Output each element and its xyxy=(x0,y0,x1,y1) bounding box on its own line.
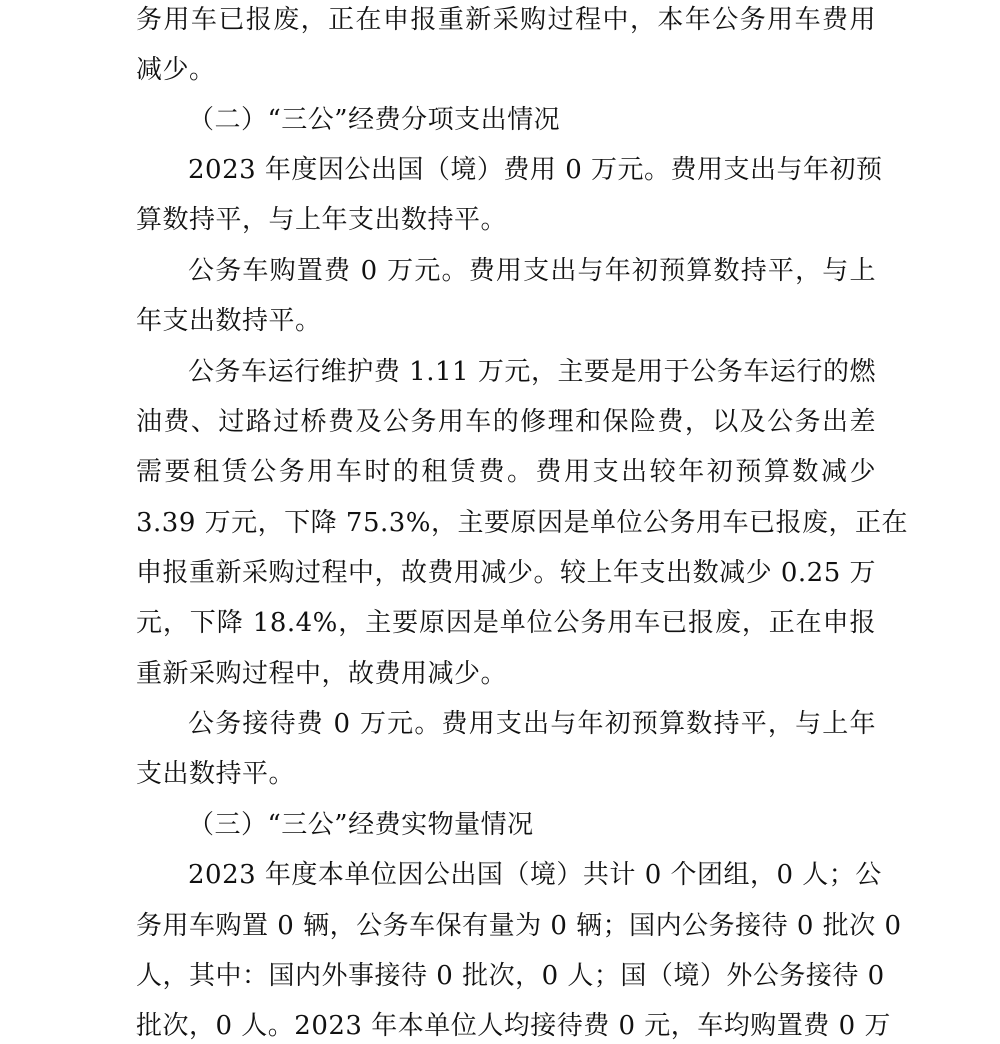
paragraph-line: 公务车购置费 0 万元。费用支出与年初预算数持平，与上 xyxy=(188,256,876,286)
paragraph-line: 人，其中：国内外事接待 0 批次，0 人；国（境）外公务接待 0 xyxy=(136,961,885,991)
paragraph-line: 务用车购置 0 辆，公务车保有量为 0 辆；国内公务接待 0 批次 0 xyxy=(136,911,902,941)
paragraph-line: 算数持平，与上年支出数持平。 xyxy=(136,205,508,235)
paragraph-line: 3.39 万元，下降 75.3%，主要原因是单位公务用车已报废，正在 xyxy=(136,508,909,538)
paragraph-line: 减少。 xyxy=(136,55,216,85)
paragraph-line: 年支出数持平。 xyxy=(136,306,322,336)
paragraph-line: 公务接待费 0 万元。费用支出与年初预算数持平，与上年 xyxy=(188,709,876,739)
paragraph-line: 批次，0 人。2023 年本单位人均接待费 0 元，车均购置费 0 万 xyxy=(136,1011,891,1041)
section-heading: （三）“三公”经费实物量情况 xyxy=(188,810,534,840)
paragraph-line: 元，下降 18.4%，主要原因是单位公务用车已报废，正在申报 xyxy=(136,608,876,638)
section-heading: （二）“三公”经费分项支出情况 xyxy=(188,105,561,135)
paragraph-line: 公务车运行维护费 1.11 万元，主要是用于公务车运行的燃 xyxy=(188,357,876,387)
paragraph-line: 务用车已报废，正在申报重新采购过程中，本年公务用车费用 xyxy=(136,5,876,35)
paragraph-line: 重新采购过程中，故费用减少。 xyxy=(136,659,508,689)
paragraph-line: 支出数持平。 xyxy=(136,759,296,789)
paragraph-line: 申报重新采购过程中，故费用减少。较上年支出数减少 0.25 万 xyxy=(136,558,876,588)
paragraph-line: 需要租赁公务用车时的租赁费。费用支出较年初预算数减少 xyxy=(136,457,876,487)
paragraph-line: 油费、过路过桥费及公务用车的修理和保险费，以及公务出差 xyxy=(136,407,876,437)
paragraph-line: 2023 年度本单位因公出国（境）共计 0 个团组，0 人；公 xyxy=(188,860,882,890)
paragraph-line: 2023 年度因公出国（境）费用 0 万元。费用支出与年初预 xyxy=(188,155,883,185)
